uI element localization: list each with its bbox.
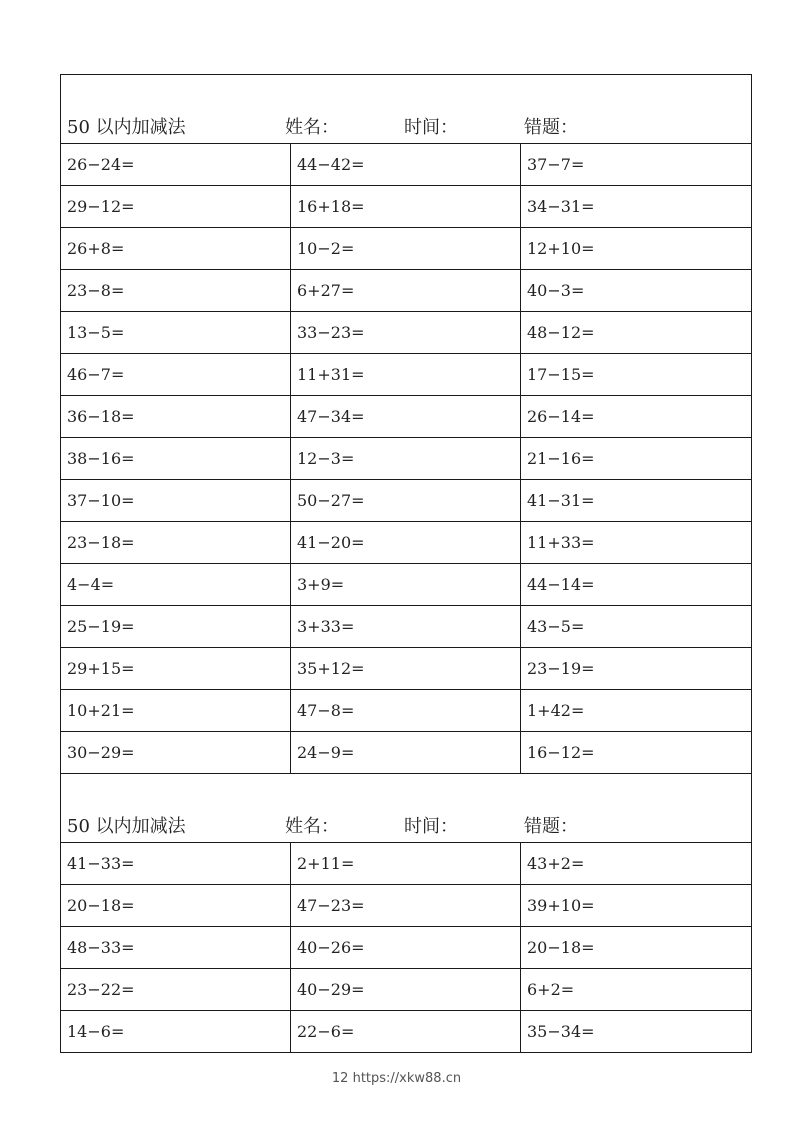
problem-cell: 41−31= [521, 480, 752, 522]
problem-cell: 29+15= [61, 648, 291, 690]
problem-row [61, 228, 752, 270]
time-label: 时间： [404, 117, 458, 138]
problem-cell: 1+42= [521, 690, 752, 732]
page-number: 12 [331, 1071, 349, 1086]
problem-cell: 10−2= [291, 228, 521, 270]
problem-cell: 26−24= [61, 144, 291, 186]
problem-cell: 24−9= [291, 732, 521, 774]
problem-cell: 3+9= [291, 564, 521, 606]
problem-cell: 33−23= [291, 312, 521, 354]
problem-cell: 10+21= [61, 690, 291, 732]
time-label: 时间： [404, 816, 458, 837]
problem-cell: 47−34= [291, 396, 521, 438]
problem-cell: 25−19= [61, 606, 291, 648]
problem-row [61, 690, 752, 732]
problem-cell: 35+12= [291, 648, 521, 690]
worksheet-header-row [61, 774, 752, 843]
problem-cell: 50−27= [291, 480, 521, 522]
problem-cell: 4−4= [61, 564, 291, 606]
problem-cell: 34−31= [521, 186, 752, 228]
errors-label: 错题： [524, 816, 578, 837]
errors-label: 错题： [524, 117, 578, 138]
problem-row [61, 354, 752, 396]
problem-cell: 3+33= [291, 606, 521, 648]
problem-cell: 16+18= [291, 186, 521, 228]
worksheet-header-row [61, 75, 752, 144]
problem-cell: 23−19= [521, 648, 752, 690]
problem-cell: 38−16= [61, 438, 291, 480]
problem-cell: 47−23= [291, 885, 521, 927]
source-url: https://xkw88.cn [352, 1071, 462, 1086]
problem-row [61, 732, 752, 774]
problem-row [61, 144, 752, 186]
problem-row [61, 1011, 752, 1053]
problem-row [61, 927, 752, 969]
problem-cell: 30−29= [61, 732, 291, 774]
problem-row [61, 186, 752, 228]
problem-row [61, 843, 752, 885]
problem-cell: 47−8= [291, 690, 521, 732]
problem-row [61, 312, 752, 354]
problem-cell: 36−18= [61, 396, 291, 438]
problem-cell: 6+2= [521, 969, 752, 1011]
problem-cell: 39+10= [521, 885, 752, 927]
problem-cell: 44−14= [521, 564, 752, 606]
name-label: 姓名： [285, 117, 339, 138]
problem-cell: 37−10= [61, 480, 291, 522]
problem-cell: 40−26= [291, 927, 521, 969]
worksheet-title: 50 以内加减法 [67, 816, 186, 837]
problem-row [61, 396, 752, 438]
problem-cell: 43−5= [521, 606, 752, 648]
problem-row [61, 564, 752, 606]
problem-cell: 22−6= [291, 1011, 521, 1053]
problem-cell: 6+27= [291, 270, 521, 312]
problem-row [61, 606, 752, 648]
problem-cell: 14−6= [61, 1011, 291, 1053]
problem-cell: 23−8= [61, 270, 291, 312]
problem-cell: 23−18= [61, 522, 291, 564]
problem-cell: 26−14= [521, 396, 752, 438]
problem-cell: 35−34= [521, 1011, 752, 1053]
problem-cell: 17−15= [521, 354, 752, 396]
problem-cell: 40−3= [521, 270, 752, 312]
problem-row [61, 648, 752, 690]
problem-cell: 2+11= [291, 843, 521, 885]
problem-cell: 23−22= [61, 969, 291, 1011]
problem-cell: 11+33= [521, 522, 752, 564]
problem-cell: 11+31= [291, 354, 521, 396]
problem-cell: 44−42= [291, 144, 521, 186]
page-footer [0, 1071, 793, 1086]
problem-cell: 48−12= [521, 312, 752, 354]
worksheet-header [67, 812, 751, 836]
problem-row [61, 885, 752, 927]
worksheet-body [61, 75, 752, 1053]
worksheet-title: 50 以内加减法 [67, 117, 186, 138]
problem-cell: 37−7= [521, 144, 752, 186]
problem-cell: 20−18= [521, 927, 752, 969]
problem-row [61, 969, 752, 1011]
problem-cell: 16−12= [521, 732, 752, 774]
problem-cell: 46−7= [61, 354, 291, 396]
worksheet-header [67, 113, 751, 137]
worksheet-header-cell [61, 75, 752, 144]
problem-cell: 20−18= [61, 885, 291, 927]
problem-cell: 13−5= [61, 312, 291, 354]
problem-row [61, 438, 752, 480]
problem-row [61, 270, 752, 312]
problem-cell: 41−20= [291, 522, 521, 564]
problem-cell: 12−3= [291, 438, 521, 480]
name-label: 姓名： [285, 816, 339, 837]
problem-cell: 41−33= [61, 843, 291, 885]
problem-cell: 43+2= [521, 843, 752, 885]
problem-row [61, 522, 752, 564]
worksheet-header-cell [61, 774, 752, 843]
problem-row [61, 480, 752, 522]
problem-cell: 29−12= [61, 186, 291, 228]
problem-cell: 48−33= [61, 927, 291, 969]
problem-cell: 12+10= [521, 228, 752, 270]
problem-cell: 21−16= [521, 438, 752, 480]
problem-cell: 26+8= [61, 228, 291, 270]
problem-cell: 40−29= [291, 969, 521, 1011]
worksheet-table [60, 74, 752, 1053]
